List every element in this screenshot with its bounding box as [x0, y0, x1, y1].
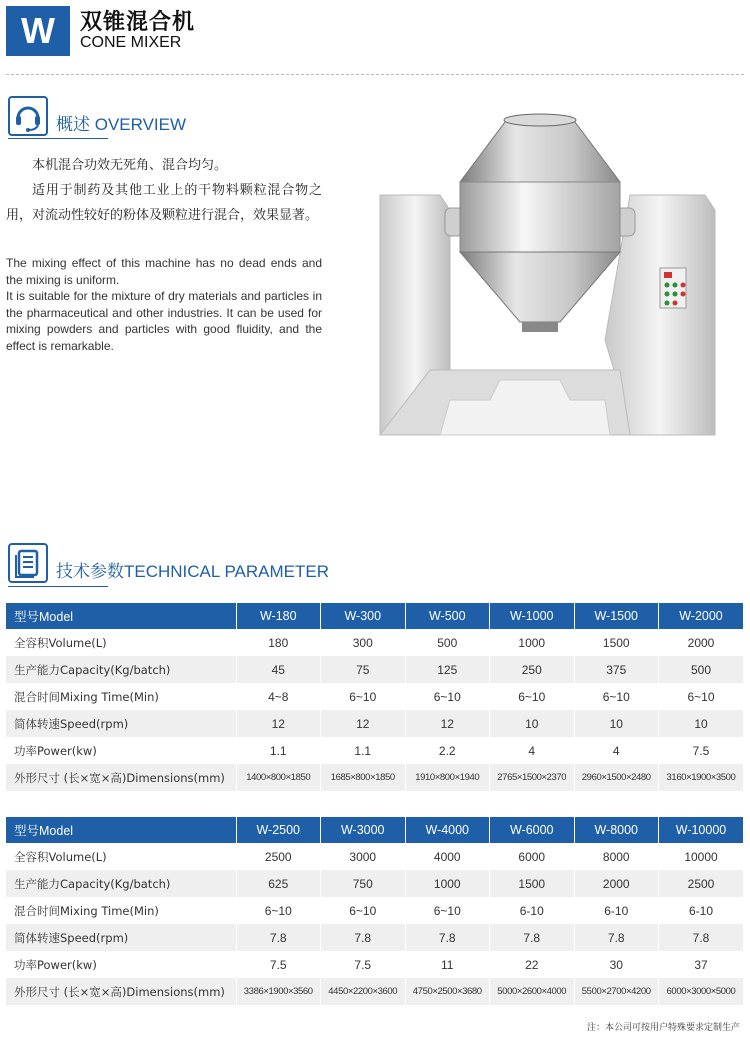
row-label: 简体转速Speed(rpm) [6, 710, 236, 737]
table-cell: 2960×1500×2480 [574, 764, 659, 791]
table-cell: 2765×1500×2370 [490, 764, 575, 791]
overview-en-text [6, 255, 322, 354]
table-cell: 1400×800×1850 [236, 764, 321, 791]
table-cell: 4450×2200×3600 [321, 978, 406, 1005]
table-row [6, 843, 743, 870]
table-row [6, 710, 743, 737]
table-row [6, 656, 743, 683]
table-cell: 11 [405, 951, 490, 978]
table-cell: 6~10 [405, 683, 490, 710]
table-cell: 3000 [321, 843, 406, 870]
table-cell: 6-10 [574, 897, 659, 924]
table-cell: 7.5 [659, 737, 744, 764]
model-cell: W-180 [236, 603, 321, 629]
table-cell: 7.8 [490, 924, 575, 951]
row-label-model: 型号Model [6, 603, 236, 629]
document-list-icon [8, 543, 48, 583]
table-cell: 1685×800×1850 [321, 764, 406, 791]
table-cell: 2500 [236, 843, 321, 870]
table-cell: 45 [236, 656, 321, 683]
table-cell: 4~8 [236, 683, 321, 710]
header-divider [6, 74, 744, 75]
table-cell: 37 [659, 951, 744, 978]
overview-en-line-1: The mixing effect of this machine has no dead ends and the mixing is uniform. [6, 256, 322, 287]
table-cell: 7.5 [236, 951, 321, 978]
row-label: 混合时间Mixing Time(Min) [6, 897, 236, 924]
table-cell: 4750×2500×3680 [405, 978, 490, 1005]
table-cell: 12 [321, 710, 406, 737]
table-cell: 2000 [574, 870, 659, 897]
footnote: 注：本公司可按用户特殊要求定制生产 [586, 1023, 740, 1033]
table-cell: 180 [236, 629, 321, 656]
table-cell: 8000 [574, 843, 659, 870]
table-cell: 625 [236, 870, 321, 897]
header-title-en: CONE MIXER [80, 34, 182, 52]
table-cell: 6~10 [574, 683, 659, 710]
table-cell: 250 [490, 656, 575, 683]
row-label: 功率Power(kw) [6, 951, 236, 978]
table-cell: 6000 [490, 843, 575, 870]
table-cell: 1910×800×1940 [405, 764, 490, 791]
spec-table-1 [6, 603, 743, 791]
model-cell: W-4000 [405, 817, 490, 843]
overview-heading [8, 96, 186, 136]
table-cell: 6~10 [405, 897, 490, 924]
model-cell: W-300 [321, 603, 406, 629]
table-cell: 4000 [405, 843, 490, 870]
table-cell: 7.5 [321, 951, 406, 978]
spec-table-2 [6, 817, 743, 1005]
table-cell: 6~10 [321, 683, 406, 710]
table-cell: 10 [574, 710, 659, 737]
table-cell: 10 [659, 710, 744, 737]
table-cell: 2000 [659, 629, 744, 656]
row-label: 全容积Volume(L) [6, 629, 236, 656]
table-cell: 500 [405, 629, 490, 656]
row-label-model: 型号Model [6, 817, 236, 843]
overview-cn-line-2: 适用于制药及其他工业上的干物料颗粒混合物之用，对流动性较好的粉体及颗粒进行混合，效果显著。 [6, 183, 322, 223]
table-row [6, 683, 743, 710]
technical-title: 技术参数TECHNICAL PARAMETER [56, 562, 329, 581]
table-row [6, 629, 743, 656]
table-cell: 7.8 [236, 924, 321, 951]
table-cell: 6~10 [321, 897, 406, 924]
table-row [6, 897, 743, 924]
row-label: 功率Power(kw) [6, 737, 236, 764]
model-cell: W-6000 [490, 817, 575, 843]
table-cell: 3160×1900×3500 [659, 764, 744, 791]
row-label: 生产能力Capacity(Kg/batch) [6, 656, 236, 683]
table-cell: 6~10 [659, 683, 744, 710]
table-cell: 6-10 [659, 897, 744, 924]
table-cell: 3386×1900×3560 [236, 978, 321, 1005]
table-cell: 7.8 [574, 924, 659, 951]
model-cell: W-10000 [659, 817, 744, 843]
table-cell: 1500 [490, 870, 575, 897]
page-header [6, 6, 195, 56]
table-row [6, 764, 743, 791]
row-label: 简体转速Speed(rpm) [6, 924, 236, 951]
table-row [6, 924, 743, 951]
table-cell: 6000×3000×5000 [659, 978, 744, 1005]
model-cell: W-1500 [574, 603, 659, 629]
table-cell: 1.1 [236, 737, 321, 764]
table-cell: 300 [321, 629, 406, 656]
overview-cn-line-1: 本机混合功效无死角、混合均匀。 [32, 158, 228, 173]
table-cell: 1500 [574, 629, 659, 656]
table-cell: 7.8 [659, 924, 744, 951]
table-cell: 7.8 [405, 924, 490, 951]
table-cell: 1.1 [321, 737, 406, 764]
table-cell: 75 [321, 656, 406, 683]
table-cell: 125 [405, 656, 490, 683]
table-cell: 10 [490, 710, 575, 737]
row-label: 外形尺寸 (长×宽×高)Dimensions(mm) [6, 978, 236, 1005]
table-cell: 4 [490, 737, 575, 764]
model-cell: W-3000 [321, 817, 406, 843]
row-label: 外形尺寸 (长×宽×高)Dimensions(mm) [6, 764, 236, 791]
overview-en-line-2: It is suitable for the mixture of dry materials and particles in the pharmaceutical and other industries. It can be used for mixing powders and particles with good fluidity, and the effect is remarkable. [6, 289, 322, 353]
table-row [6, 737, 743, 764]
technical-rule [8, 586, 108, 587]
row-label: 生产能力Capacity(Kg/batch) [6, 870, 236, 897]
table-row [6, 870, 743, 897]
table-cell: 375 [574, 656, 659, 683]
table-cell: 4 [574, 737, 659, 764]
table-cell: 30 [574, 951, 659, 978]
table-cell: 1000 [490, 629, 575, 656]
headset-icon [8, 96, 48, 136]
table-cell: 6~10 [236, 897, 321, 924]
table-cell: 1000 [405, 870, 490, 897]
table-cell: 12 [405, 710, 490, 737]
table-header-row [6, 603, 743, 629]
row-label: 全容积Volume(L) [6, 843, 236, 870]
model-cell: W-8000 [574, 817, 659, 843]
table-cell: 6-10 [490, 897, 575, 924]
header-text [80, 9, 195, 53]
model-cell: W-1000 [490, 603, 575, 629]
overview-rule [8, 138, 108, 139]
overview-cn-text [6, 153, 322, 228]
overview-title: 概述 OVERVIEW [56, 115, 187, 134]
table-cell: 7.8 [321, 924, 406, 951]
table-cell: 500 [659, 656, 744, 683]
table-cell: 5500×2700×4200 [574, 978, 659, 1005]
table-cell: 750 [321, 870, 406, 897]
table-cell: 2500 [659, 870, 744, 897]
model-cell: W-2000 [659, 603, 744, 629]
table-header-row [6, 817, 743, 843]
header-badge: W [6, 6, 70, 56]
table-row [6, 978, 743, 1005]
table-row [6, 951, 743, 978]
table-cell: 5000×2600×4000 [490, 978, 575, 1005]
table-cell: 6~10 [490, 683, 575, 710]
table-cell: 10000 [659, 843, 744, 870]
technical-heading [8, 543, 329, 583]
model-cell: W-500 [405, 603, 490, 629]
table-cell: 2.2 [405, 737, 490, 764]
row-label: 混合时间Mixing Time(Min) [6, 683, 236, 710]
header-title-cn: 双锥混合机 [80, 9, 196, 35]
model-cell: W-2500 [236, 817, 321, 843]
table-cell: 22 [490, 951, 575, 978]
cone-mixer-image [370, 100, 725, 440]
table-cell: 12 [236, 710, 321, 737]
